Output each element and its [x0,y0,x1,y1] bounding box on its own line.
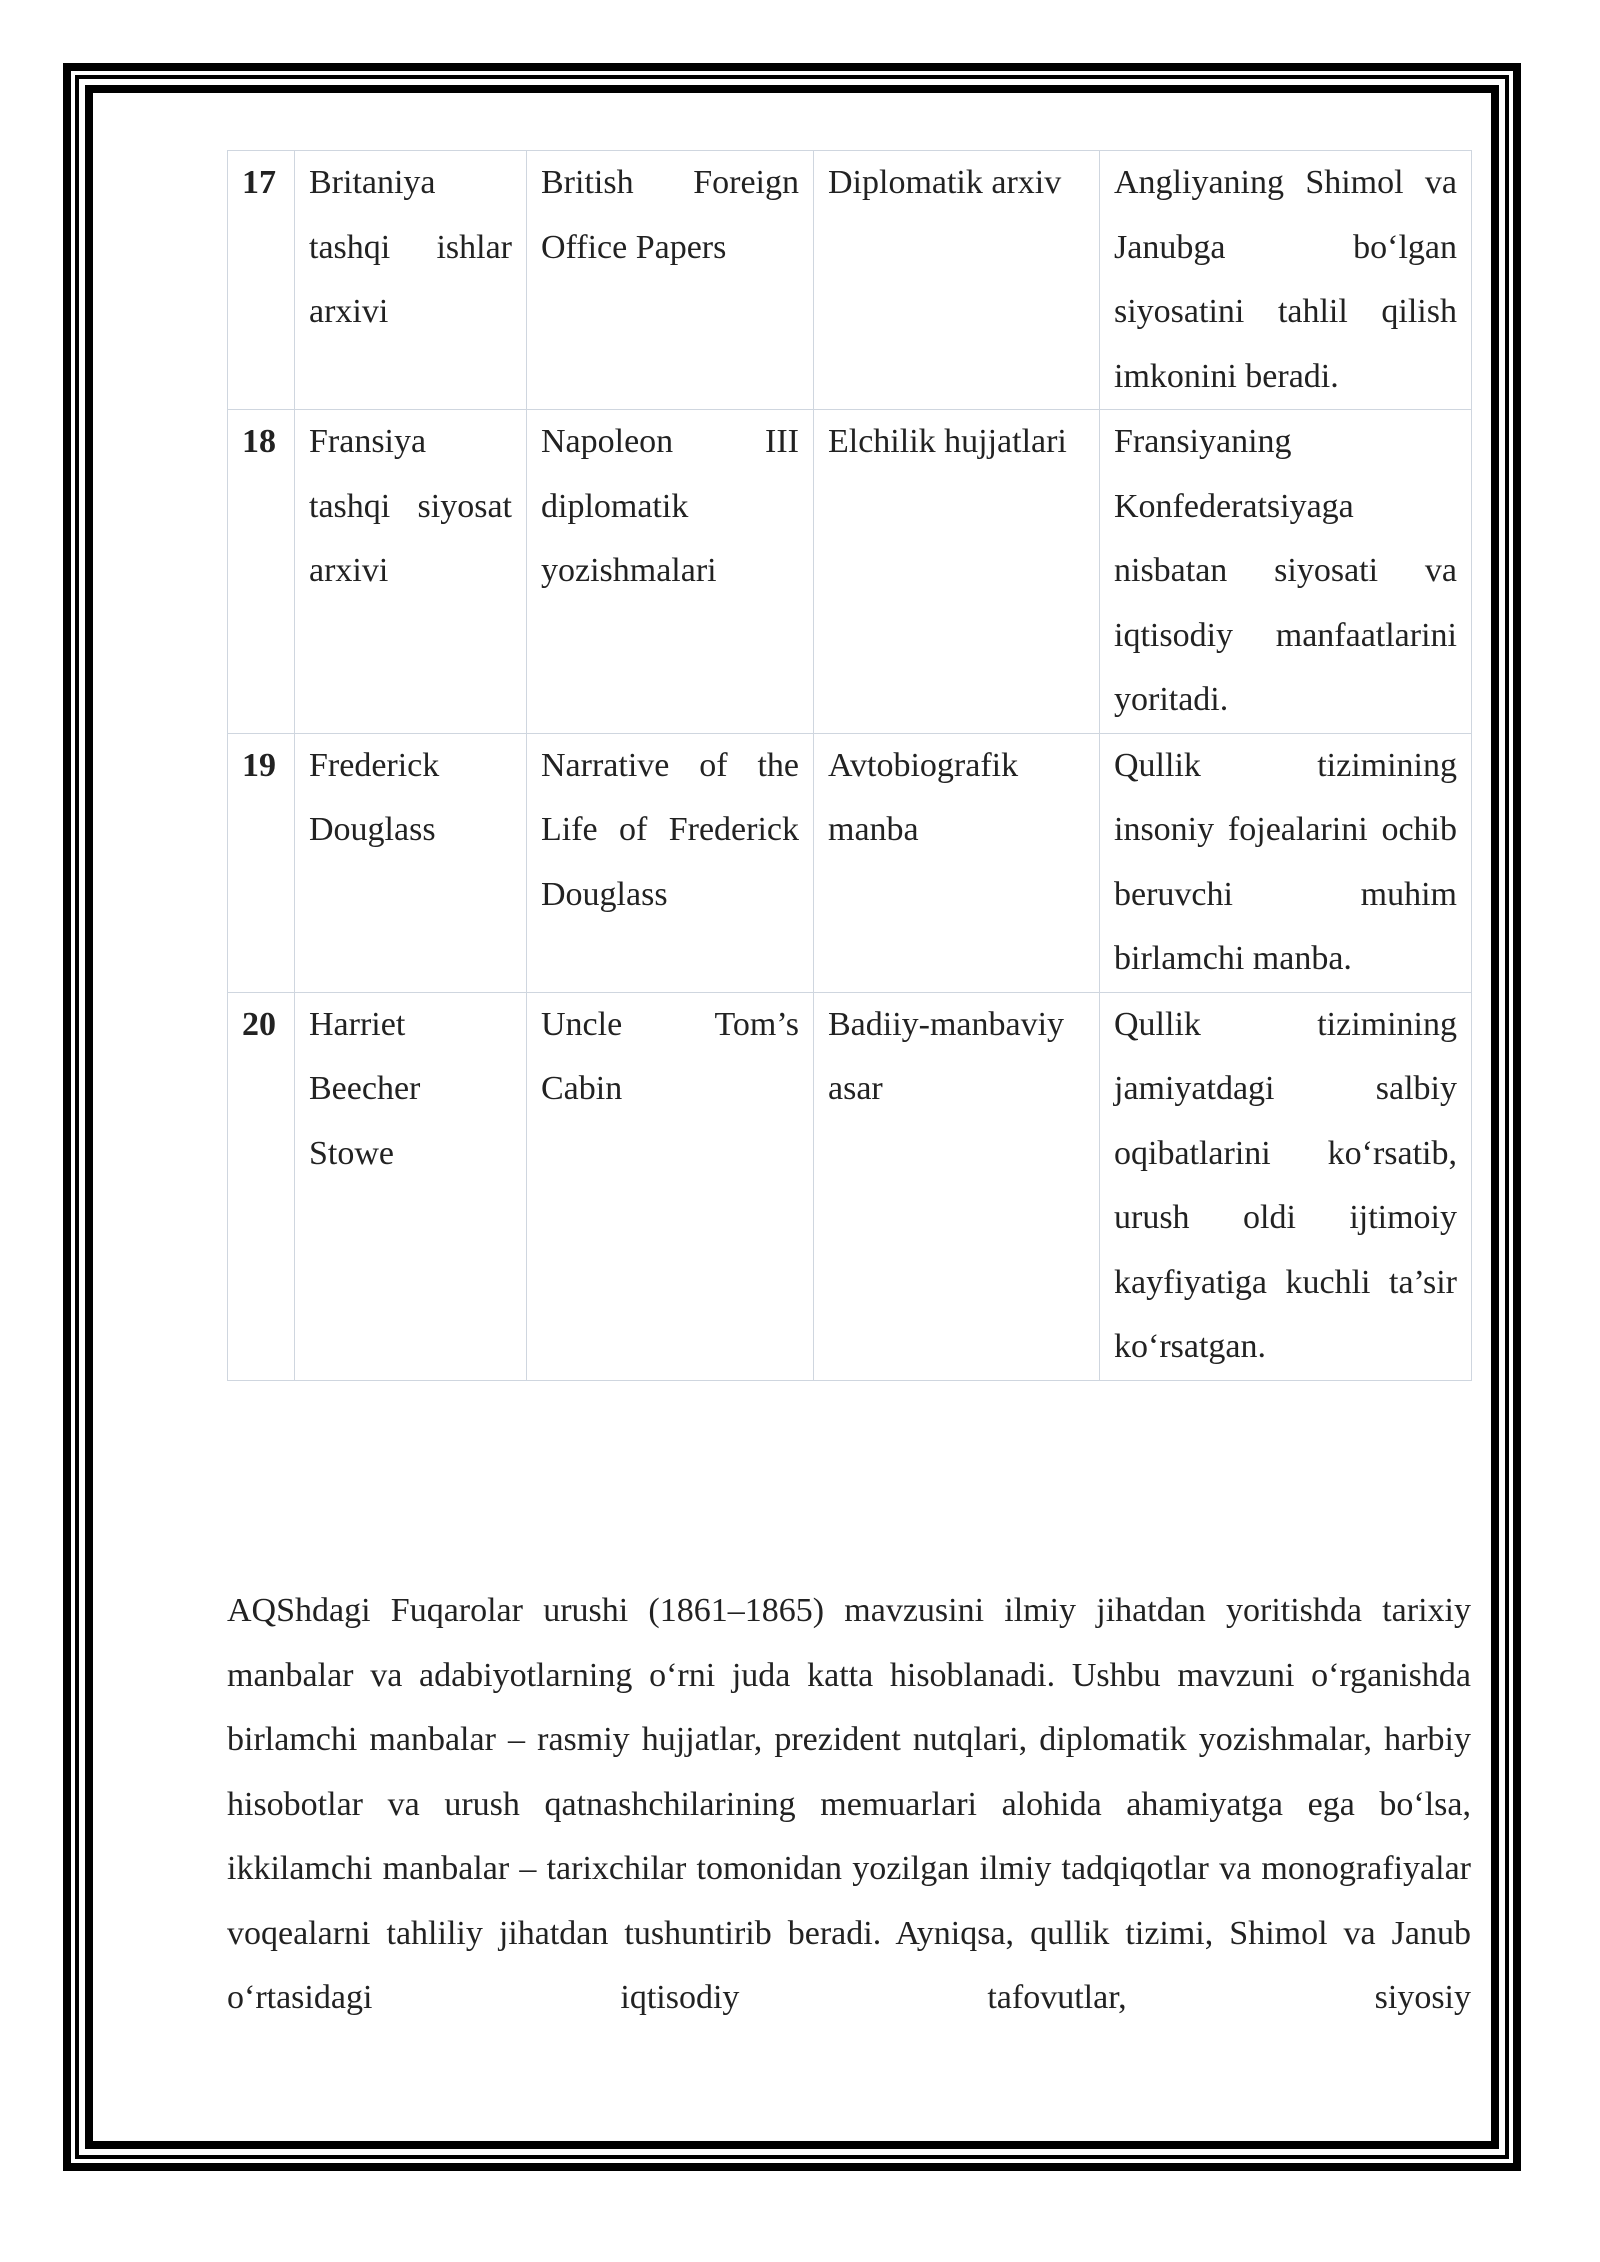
cell-title: Uncle Tom’s Cabin [527,992,814,1380]
cell-author: Harriet Beecher Stowe [295,992,527,1380]
cell-title: British Foreign Office Papers [527,151,814,410]
cell-note: Angliyaning Shimol va Janubga bo‘lgan siyosatini tahlil qilish imkonini beradi. [1100,151,1472,410]
cell-author: Britaniya tashqi ishlar arxivi [295,151,527,410]
table-row [228,733,1472,992]
table-row [228,151,1472,410]
row-number: 18 [228,410,295,734]
cell-note: Fransiyaning Konfederatsiyaga nisbatan siyosati va iqtisodiy manfaatlarini yoritadi. [1100,410,1472,734]
cell-type: Badiiy-manbaviy asar [814,992,1100,1380]
row-number: 17 [228,151,295,410]
cell-note: Qullik tizimining jamiyatdagi salbiy oqibatlarini ko‘rsatib, urush oldi ijtimoiy kayfiyatiga kuchli ta’sir ko‘rsatgan. [1100,992,1472,1380]
cell-type: Diplomatik arxiv [814,151,1100,410]
body-paragraph: AQShdagi Fuqarolar urushi (1861–1865) mavzusini ilmiy jihatdan yoritishda tarixiy manbalar va adabiyotlarning o‘rni juda katta hisoblanadi. Ushbu mavzuni o‘rganishda birlamchi manbalar – rasmiy hujjatlar, prezident nutqlari, diplomatik yozishmalar, harbiy hisobotlar va urush qatnashchilarining memuarlari alohida ahamiyatga ega bo‘lsa, ikkilamchi manbalar – tarixchilar tomonidan yozilgan ilmiy tadqiqotlar va monografiyalar voqealarni tahliliy jihatdan tushuntirib beradi. Ayniqsa, qullik tizimi, Shimol va Janub o‘rtasidagi iqtisodiy tafovutlar, siyosiy [227,1592,1471,2016]
cell-title: Napoleon III diplomatik yozishmalari [527,410,814,734]
cell-type: Avtobiografik manba [814,733,1100,992]
cell-note: Qullik tizimining insoniy fojealarini ochib beruvchi muhim birlamchi manba. [1100,733,1472,992]
row-number: 20 [228,992,295,1380]
cell-author: Frederick Douglass [295,733,527,992]
cell-title: Narrative of the Life of Frederick Douglass [527,733,814,992]
cell-type: Elchilik hujjatlari [814,410,1100,734]
sources-table [227,150,1472,1381]
page-content [227,150,1471,1381]
table-row [228,992,1472,1380]
cell-author: Fransiya tashqi siyosat arxivi [295,410,527,734]
table-row [228,410,1472,734]
row-number: 19 [228,733,295,992]
